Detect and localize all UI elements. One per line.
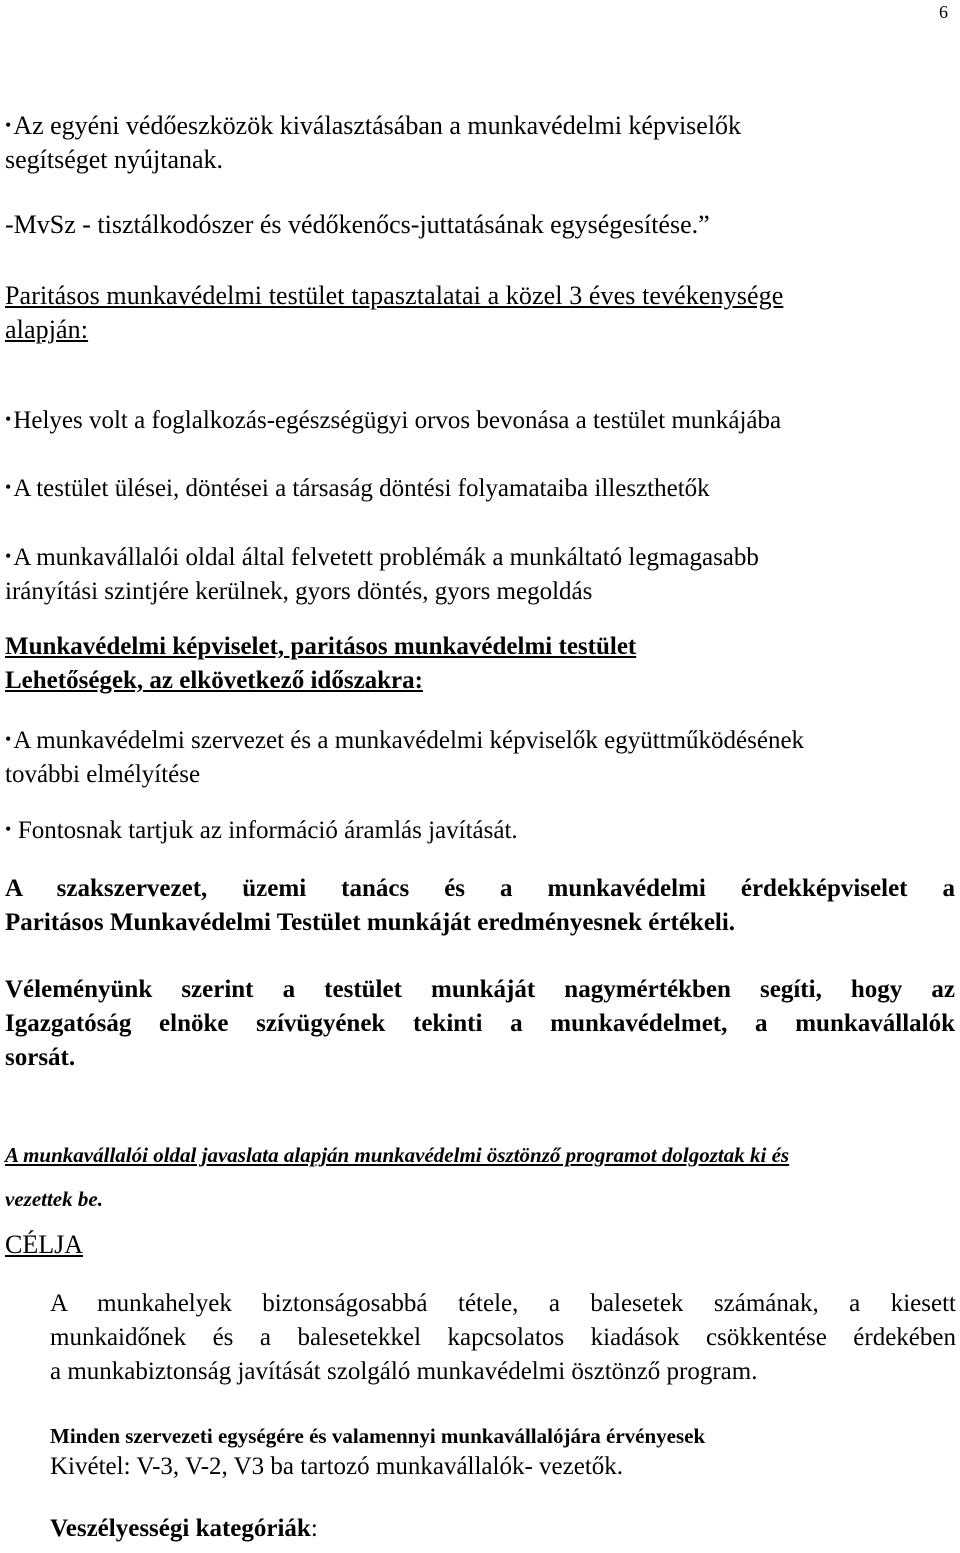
paragraph-scope: Minden szervezeti egységére és valamennyi munkavállalójára érvényesek: [50, 1424, 706, 1448]
text-line: a munkabiztonság javítását szolgáló munkavédelmi ösztönző program.: [50, 1358, 758, 1385]
text-line: Helyes volt a foglalkozás-egészségügyi orvos bevonása a testület munkájába: [13, 407, 782, 434]
text-line: A szakszervezet, üzemi tanács és a munkavédelmi érdekképviselet a: [5, 875, 955, 902]
paragraph-evaluation: [5, 872, 955, 940]
text-line: Igazgatóság elnöke szívügyének tekinti a munkavédelmet, a munkavállalók: [5, 1010, 955, 1037]
text-line: Véleményünk szerint a testület munkáját nagymértékben segíti, hogy az: [5, 976, 955, 1003]
section-heading-opportunities: [5, 630, 636, 698]
text-line: vezettek be.: [5, 1187, 103, 1211]
paragraph-incentive-program: [5, 1133, 945, 1221]
text-line: Munkavédelmi képviselet, paritásos munkavédelmi testület: [5, 633, 637, 660]
paragraph-mvsz: -MvSz - tisztálkodószer és védőkenőcs-juttatásának egységesítése.”: [5, 210, 710, 239]
text-line: munkaidőnek és a balesetekkel kapcsolatos kiadások csökkentése érdekében: [50, 1324, 956, 1351]
bullet-item-information-flow: [5, 812, 518, 848]
text-line: Veszélyességi kategóriák: [50, 1515, 311, 1542]
text-line: Paritásos munkavédelmi testület tapasztalatai a közel 3 éves tevékenysége: [5, 281, 784, 310]
text-line: további elmélyítése: [5, 761, 201, 788]
text-line: irányítási szintjére kerülnek, gyors döntés, gyors megoldás: [5, 578, 593, 605]
text-line: A munkahelyek biztonságosabbá tétele, a balesetek számának, a kiesett: [50, 1290, 956, 1317]
bullet-item-protective-equipment: [5, 108, 945, 177]
text-line: Lehetőségek, az elkövetkező időszakra:: [5, 667, 423, 694]
bullet-item-cooperation: [5, 722, 804, 792]
text-line: Paritásos Munkavédelmi Testület munkáját eredményesnek értékeli.: [5, 909, 736, 936]
bullet-icon: •: [5, 729, 12, 749]
bullet-icon: •: [5, 819, 16, 839]
paragraph-goal: [50, 1287, 956, 1389]
text-line: A munkavállalói oldal javaslata alapján munkavédelmi ösztönző programot dolgoztak ki és: [5, 1143, 790, 1167]
paragraph-exceptions: Kivétel: V-3, V-2, V3 ba tartozó munkavállalók- vezetők.: [50, 1453, 624, 1480]
section-heading-risk-categories: [50, 1512, 318, 1546]
bullet-item-occupational-health: [5, 402, 781, 438]
bullet-icon: •: [5, 115, 12, 135]
section-heading-experience: [5, 279, 945, 347]
text-line: alapján:: [5, 315, 89, 344]
bullet-icon: •: [5, 477, 12, 497]
text-line: A testület ülései, döntései a társaság döntési folyamataiba illeszthetők: [13, 475, 710, 502]
text-line: Fontosnak tartjuk az információ áramlás javítását.: [17, 817, 518, 844]
text-line: A munkavédelmi szervezet és a munkavédelmi képviselők együttműködésének: [13, 727, 805, 754]
bullet-item-meetings: [5, 470, 710, 506]
text-line: A munkavállalói oldal által felvetett problémák a munkáltató legmagasabb: [13, 544, 759, 571]
paragraph-opinion: [5, 973, 955, 1075]
text-line: Az egyéni védőeszközök kiválasztásában a munkavédelmi képviselők: [13, 111, 742, 140]
text-line: sorsát.: [5, 1044, 76, 1071]
section-heading-goal: CÉLJA: [5, 1230, 83, 1259]
bullet-icon: •: [5, 409, 12, 429]
text-line: :: [310, 1515, 318, 1542]
bullet-item-problems: [5, 539, 759, 609]
bullet-icon: •: [5, 546, 12, 566]
text-line: segítséget nyújtanak.: [5, 145, 224, 174]
page-number: 6: [939, 2, 948, 22]
